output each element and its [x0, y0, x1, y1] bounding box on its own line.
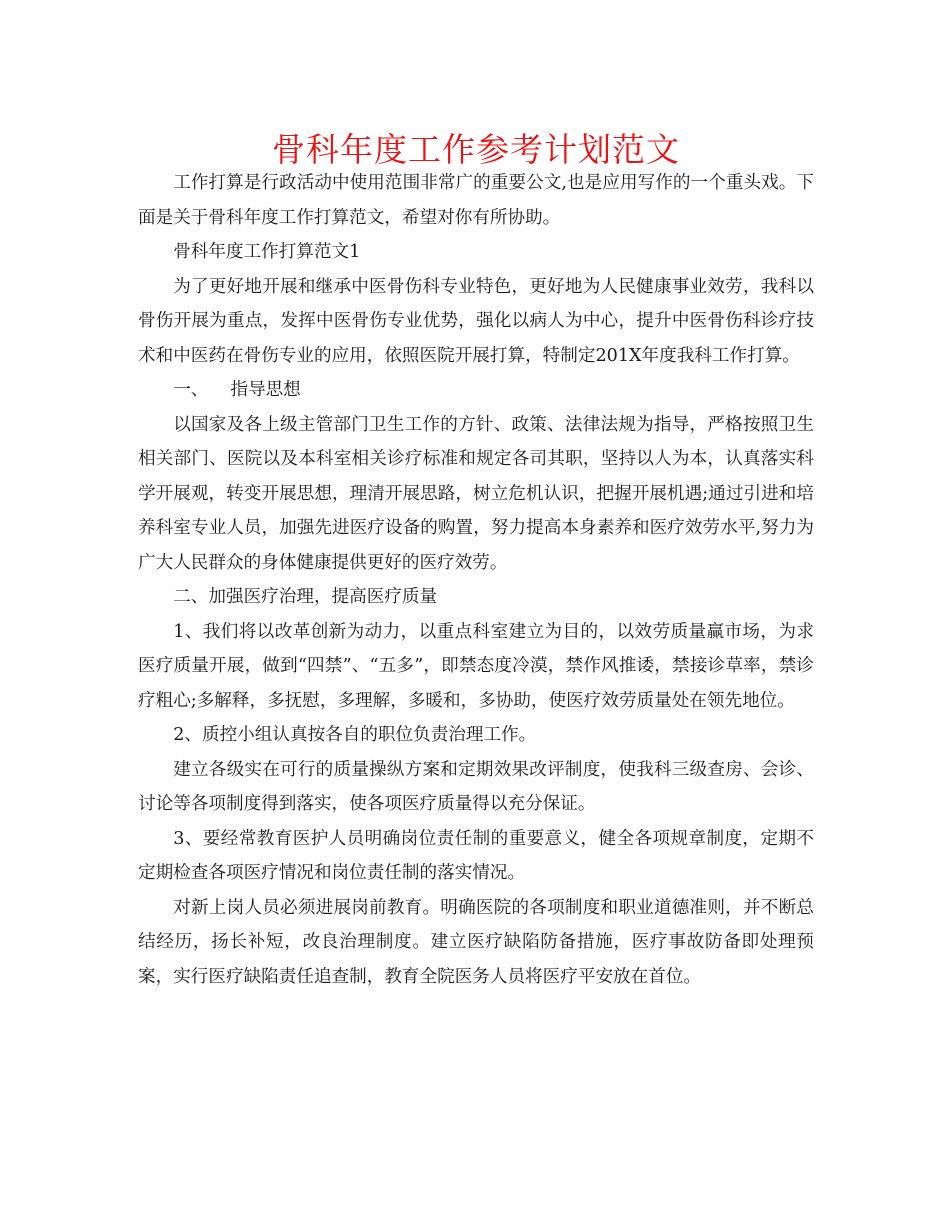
intro-paragraph: 工作打算是行政活动中使用范围非常广的重要公文,也是应用写作的一个重头戏。下面是关于骨科年度工作打算范文，希望对你有所协助。 — [138, 173, 814, 228]
paragraph-5: 建立各级实在可行的质量操纵方案和定期效果改评制度，使我科三级查房、会诊、讨论等各项制度得到落实，使各项医疗质量得以充分保证。 — [138, 759, 814, 814]
paragraph-7: 对新上岗人员必须进展岗前教育。明确医院的各项制度和职业道德准则，并不断总结经历，扬长补短，改良治理制度。建立医疗缺陷防备措施，医疗事故防备即处理预案，实行医疗缺陷责任追查制，教育全院医务人员将医疗平安放在首位。 — [138, 897, 814, 987]
section-heading-1-number: 一、 — [173, 380, 209, 400]
section-heading-1-text: 指导思想 — [230, 380, 301, 400]
document-title: 骨科年度工作参考计划范文 — [272, 130, 680, 169]
subtitle: 骨科年度工作打算范文1 — [173, 242, 361, 262]
section-heading-1 — [138, 373, 814, 408]
paragraph-6: 3、要经常教育医护人员明确岗位责任制的重要意义，健全各项规章制度，定期不定期检查各项医疗情况和岗位责任制的落实情况。 — [138, 828, 814, 883]
paragraph-2: 以国家及各上级主管部门卫生工作的方针、政策、法律法规为指导，严格按照卫生相关部门、医院以及本科室相关诊疗标准和规定各司其职，坚持以人为本，认真落实科学开展观，转变开展思想，理清开展思路，树立危机认识，把握开展机遇;通过引进和培养科室专业人员，加强先进医疗设备的购置，努力提高本身素养和医疗效劳水平,努力为广大人民群众的身体健康提供更好的医疗效劳。 — [138, 414, 814, 573]
paragraph-4: 2、质控小组认真按各自的职位负责治理工作。 — [173, 725, 537, 745]
section-heading-2: 二、加强医疗治理，提高医疗质量 — [173, 587, 438, 607]
paragraph-3: 1、我们将以改革创新为动力，以重点科室建立为目的，以效劳质量赢市场，为求医疗质量开展，做到“四禁”、“五多”，即禁态度冷漠，禁作风推诿，禁接诊草率，禁诊疗粗心;多解释，多抚慰，多理解，多暖和，多协助，使医疗效劳质量处在领先地位。 — [138, 621, 814, 711]
paragraph-1: 为了更好地开展和继承中医骨伤科专业特色，更好地为人民健康事业效劳，我科以骨伤开展为重点，发挥中医骨伤专业优势，强化以病人为中心，提升中医骨伤科诊疗技术和中医药在骨伤专业的应用，依照医院开展打算，特制定201X年度我科工作打算。 — [138, 276, 814, 366]
